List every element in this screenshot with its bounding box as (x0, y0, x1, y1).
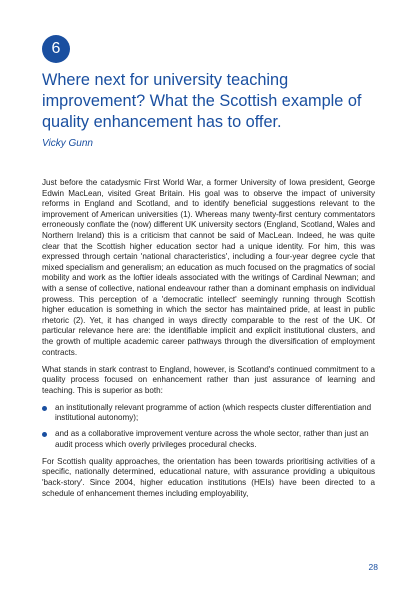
chapter-number-badge: 6 (42, 35, 70, 63)
chapter-author: Vicky Gunn (42, 138, 93, 149)
bullet-item (42, 403, 375, 424)
bullet-icon (42, 432, 47, 437)
chapter-title: Where next for university teaching improvement? What the Scottish example of quality enhancement has to offer. (42, 71, 362, 131)
paragraph-3: For Scottish quality approaches, the orientation has been towards prioritising activities of a specific, nationally determined, educational nature, with assurance providing a ubiquitous 'back-story'. Since 2004, higher education institutions (HEIs) have been directed to a schedule of enhancement themes including employability, (42, 456, 375, 498)
bullet-icon (42, 406, 47, 411)
bullet-text: and as a collaborative improvement venture across the whole sector, rather than just an audit process which overly privileges procedural checks. (55, 429, 369, 449)
page-number: 28 (368, 562, 378, 572)
bullet-text: an institutionally relevant programme of action (which respects cluster differentiation and institutional autonomy); (55, 402, 372, 423)
paragraph-2: What stands in stark contrast to England, however, is Scotland's continued commitment to a quality process focused on enhancement rather than just assurance of learning and teaching. This is superior as both: (42, 364, 375, 395)
body-text (42, 178, 375, 506)
bullet-item (42, 429, 375, 450)
paragraph-1: Just before the catadysmic First World War, a former University of Iowa president, George Edwin MacLean, visited Great Britain. His goal was to observe the impact of university reforms in England and Scotland, and to identify beneficial suggestions relevant to the improvement of American universities (1). Whereas many twenty-first century commentators erroneously conflate the (now) different UK university sectors (England, Scotland, Wales and Northern Ireland) this is a criticism that cannot be said of MacLean. Indeed, he was quite clear that the Scottish higher education sector had a unique identity. For him, this was expressed through certain 'national characteristics', including a four-year degree cycle that mixed specialism and generalism; an education as much focused on the pragmatics of social mobility and work as the loftier ideals associated with the writings of Cardinal Newman; and with a sense of collective, national endeavour rather than a dominant emphasis on individual prowess. This perception of a 'democratic intellect' seemingly running through Scottish higher education is something in which the sector has maintained pride, at least in public rhetoric (2). Yet, it has changed in ways directly comparable to the rest of the UK. Of particular relevance here are: the identifiable implicit and explicit institutional clusters, and the growth of multiple academic career pathways through the diversification of employment contracts. (42, 178, 375, 357)
bullet-list (42, 403, 375, 450)
